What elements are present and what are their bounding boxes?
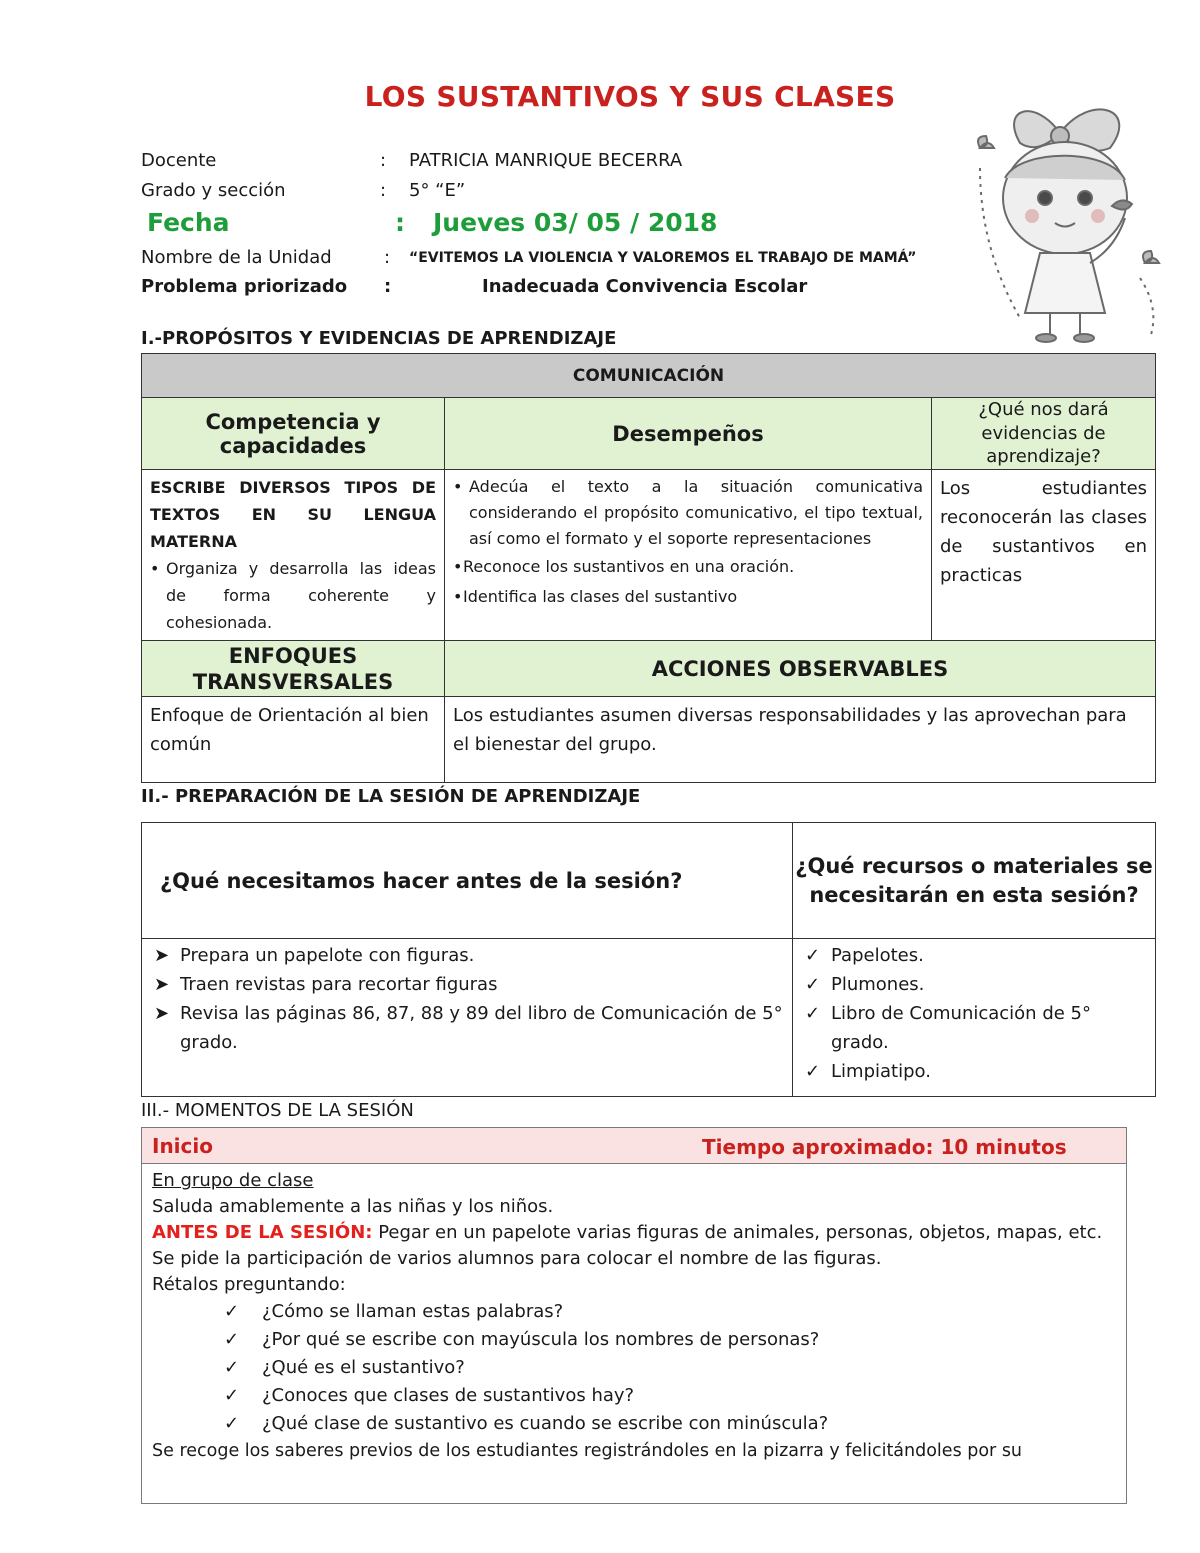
girl-illustration <box>940 88 1180 348</box>
col-recursos: ¿Qué recursos o materiales se necesitarán en esta sesión? <box>793 823 1156 939</box>
check-icon: ✓ <box>805 1061 821 1082</box>
check-icon: ✓ <box>224 1385 240 1406</box>
accion-cell: Los estudiantes asumen diversas responsabilidades y las aprovechan para el bienestar del grupo. <box>445 697 1156 783</box>
check-icon: ✓ <box>224 1301 240 1322</box>
pregunta-text: ¿Conoces que clases de sustantivos hay? <box>262 1385 635 1406</box>
document-title: LOS SUSTANTIVOS Y SUS CLASES <box>364 80 896 113</box>
recurso-item <box>805 970 1147 999</box>
competencia-text: ESCRIBE DIVERSOS TIPOS DE TEXTOS EN SU LENGUA MATERNA <box>150 478 436 551</box>
preparacion-table <box>141 822 1156 1097</box>
participacion-text: Se pide la participación de varios alumnos para colocar el nombre de las figuras. <box>152 1248 882 1269</box>
capacidad-item <box>150 555 436 636</box>
section-1-heading: I.-PROPÓSITOS Y EVIDENCIAS DE APRENDIZAJE <box>141 328 617 349</box>
col-acciones: ACCIONES OBSERVABLES <box>445 641 1156 697</box>
col-desempenos: Desempeños <box>445 398 932 470</box>
enfoque-cell: Enfoque de Orientación al bien común <box>142 697 445 783</box>
problema-label: Problema priorizado <box>141 276 348 297</box>
colon: : <box>384 276 392 297</box>
arrow-icon: ➤ <box>154 974 170 995</box>
recursos-cell <box>793 939 1156 1097</box>
recurso-item <box>805 999 1147 1057</box>
arrow-icon: ➤ <box>154 1003 170 1024</box>
bullet-icon: • <box>150 559 160 578</box>
pregunta-text: ¿Por qué se escribe con mayúscula los nombres de personas? <box>262 1329 820 1350</box>
saluda-text: Saluda amablemente a las niñas y los niños. <box>152 1196 554 1217</box>
inicio-label: Inicio <box>152 1133 213 1158</box>
check-icon: ✓ <box>224 1357 240 1378</box>
recurso-text: Papelotes. <box>831 945 924 966</box>
desempeno-item <box>453 474 923 552</box>
bullet-icon: • <box>453 557 463 576</box>
check-icon: ✓ <box>805 945 821 966</box>
desempeno-item <box>453 582 923 612</box>
arrow-icon: ➤ <box>154 945 170 966</box>
evidencia-cell: Los estudiantes reconocerán las clases de sustantivos en practicas <box>932 470 1156 641</box>
check-icon: ✓ <box>805 1003 821 1024</box>
check-icon: ✓ <box>224 1329 240 1350</box>
grado-label: Grado y sección <box>141 180 286 201</box>
antes-sesion-label: ANTES DE LA SESIÓN: <box>152 1222 373 1243</box>
recurso-text: Limpiatipo. <box>831 1061 931 1082</box>
propositos-table <box>141 353 1156 783</box>
inicio-body <box>142 1164 1127 1504</box>
fecha-label: Fecha <box>147 208 230 237</box>
antes-sesion <box>152 1220 1116 1246</box>
pregunta-text: ¿Cómo se llaman estas palabras? <box>262 1301 564 1322</box>
recurso-item <box>805 941 1147 970</box>
tiempo-label: Tiempo aproximado: 10 minutos <box>702 1135 1067 1159</box>
cierre-text: Se recoge los saberes previos de los estudiantes registrándoles en la pizarra y felicitándoles por su <box>152 1441 1023 1461</box>
docente-value: PATRICIA MANRIQUE BECERRA <box>409 150 683 171</box>
competencia-cell <box>142 470 445 641</box>
col-antes: ¿Qué necesitamos hacer antes de la sesión? <box>142 823 793 939</box>
section-2-heading: II.- PREPARACIÓN DE LA SESIÓN DE APRENDIZAJE <box>141 786 641 807</box>
antes-item <box>154 999 784 1057</box>
colon: : <box>380 150 387 171</box>
grado-value: 5° “E” <box>409 180 466 201</box>
col-competencia: Competencia y capacidades <box>142 398 445 470</box>
grupo-clase: En grupo de clase <box>152 1170 314 1191</box>
col-evidencias: ¿Qué nos dará evidencias de aprendizaje? <box>932 398 1156 470</box>
col-enfoques: ENFOQUES TRANSVERSALES <box>142 641 445 697</box>
pregunta-item <box>152 1410 1116 1438</box>
pregunta-item <box>152 1382 1116 1410</box>
momentos-table <box>141 1127 1127 1504</box>
recurso-item <box>805 1057 1147 1086</box>
antes-item <box>154 970 784 999</box>
unidad-value: “EVITEMOS LA VIOLENCIA Y VALOREMOS EL TRABAJO DE MAMÁ” <box>409 250 917 266</box>
antes-text: Prepara un papelote con figuras. <box>180 945 475 966</box>
desempeno-item <box>453 552 923 582</box>
capacidad-text: Organiza y desarrolla las ideas de forma coherente y cohesionada. <box>166 559 436 632</box>
desempeno-text: Adecúa el texto a la situación comunicativa considerando el propósito comunicativo, el tipo textual, así como el formato y el soporte representaciones <box>469 477 923 548</box>
pregunta-item <box>152 1354 1116 1382</box>
colon: : <box>384 247 391 268</box>
area-header: COMUNICACIÓN <box>142 354 1156 398</box>
inicio-header <box>142 1128 1127 1164</box>
colon: : <box>395 208 405 237</box>
colon: : <box>380 180 387 201</box>
antes-text: Traen revistas para recortar figuras <box>180 974 498 995</box>
docente-label: Docente <box>141 150 217 171</box>
desempeno-text: Reconoce los sustantivos en una oración. <box>463 557 795 576</box>
unidad-label: Nombre de la Unidad <box>141 247 332 268</box>
section-3-heading: III.- MOMENTOS DE LA SESIÓN <box>141 1100 414 1121</box>
antes-text: Revisa las páginas 86, 87, 88 y 89 del libro de Comunicación de 5° grado. <box>180 1003 783 1053</box>
pregunta-item <box>152 1298 1116 1326</box>
recurso-text: Plumones. <box>831 974 925 995</box>
fecha-value: Jueves 03/ 05 / 2018 <box>433 208 718 237</box>
antes-sesion-text: Pegar en un papelote varias figuras de animales, personas, objetos, mapas, etc. <box>372 1222 1103 1243</box>
antes-item <box>154 941 784 970</box>
desempeno-text: Identifica las clases del sustantivo <box>463 587 738 606</box>
problema-value: Inadecuada Convivencia Escolar <box>482 276 808 297</box>
retalos-text: Rétalos preguntando: <box>152 1274 346 1295</box>
desempenos-cell <box>445 470 932 641</box>
recurso-text: Libro de Comunicación de 5° grado. <box>831 1003 1091 1053</box>
pregunta-text: ¿Qué clase de sustantivo es cuando se escribe con minúscula? <box>262 1413 829 1434</box>
pregunta-item <box>152 1326 1116 1354</box>
pregunta-text: ¿Qué es el sustantivo? <box>262 1357 465 1378</box>
check-icon: ✓ <box>224 1413 240 1434</box>
bullet-icon: • <box>453 477 463 496</box>
antes-cell <box>142 939 793 1097</box>
check-icon: ✓ <box>805 974 821 995</box>
bullet-icon: • <box>453 587 463 606</box>
